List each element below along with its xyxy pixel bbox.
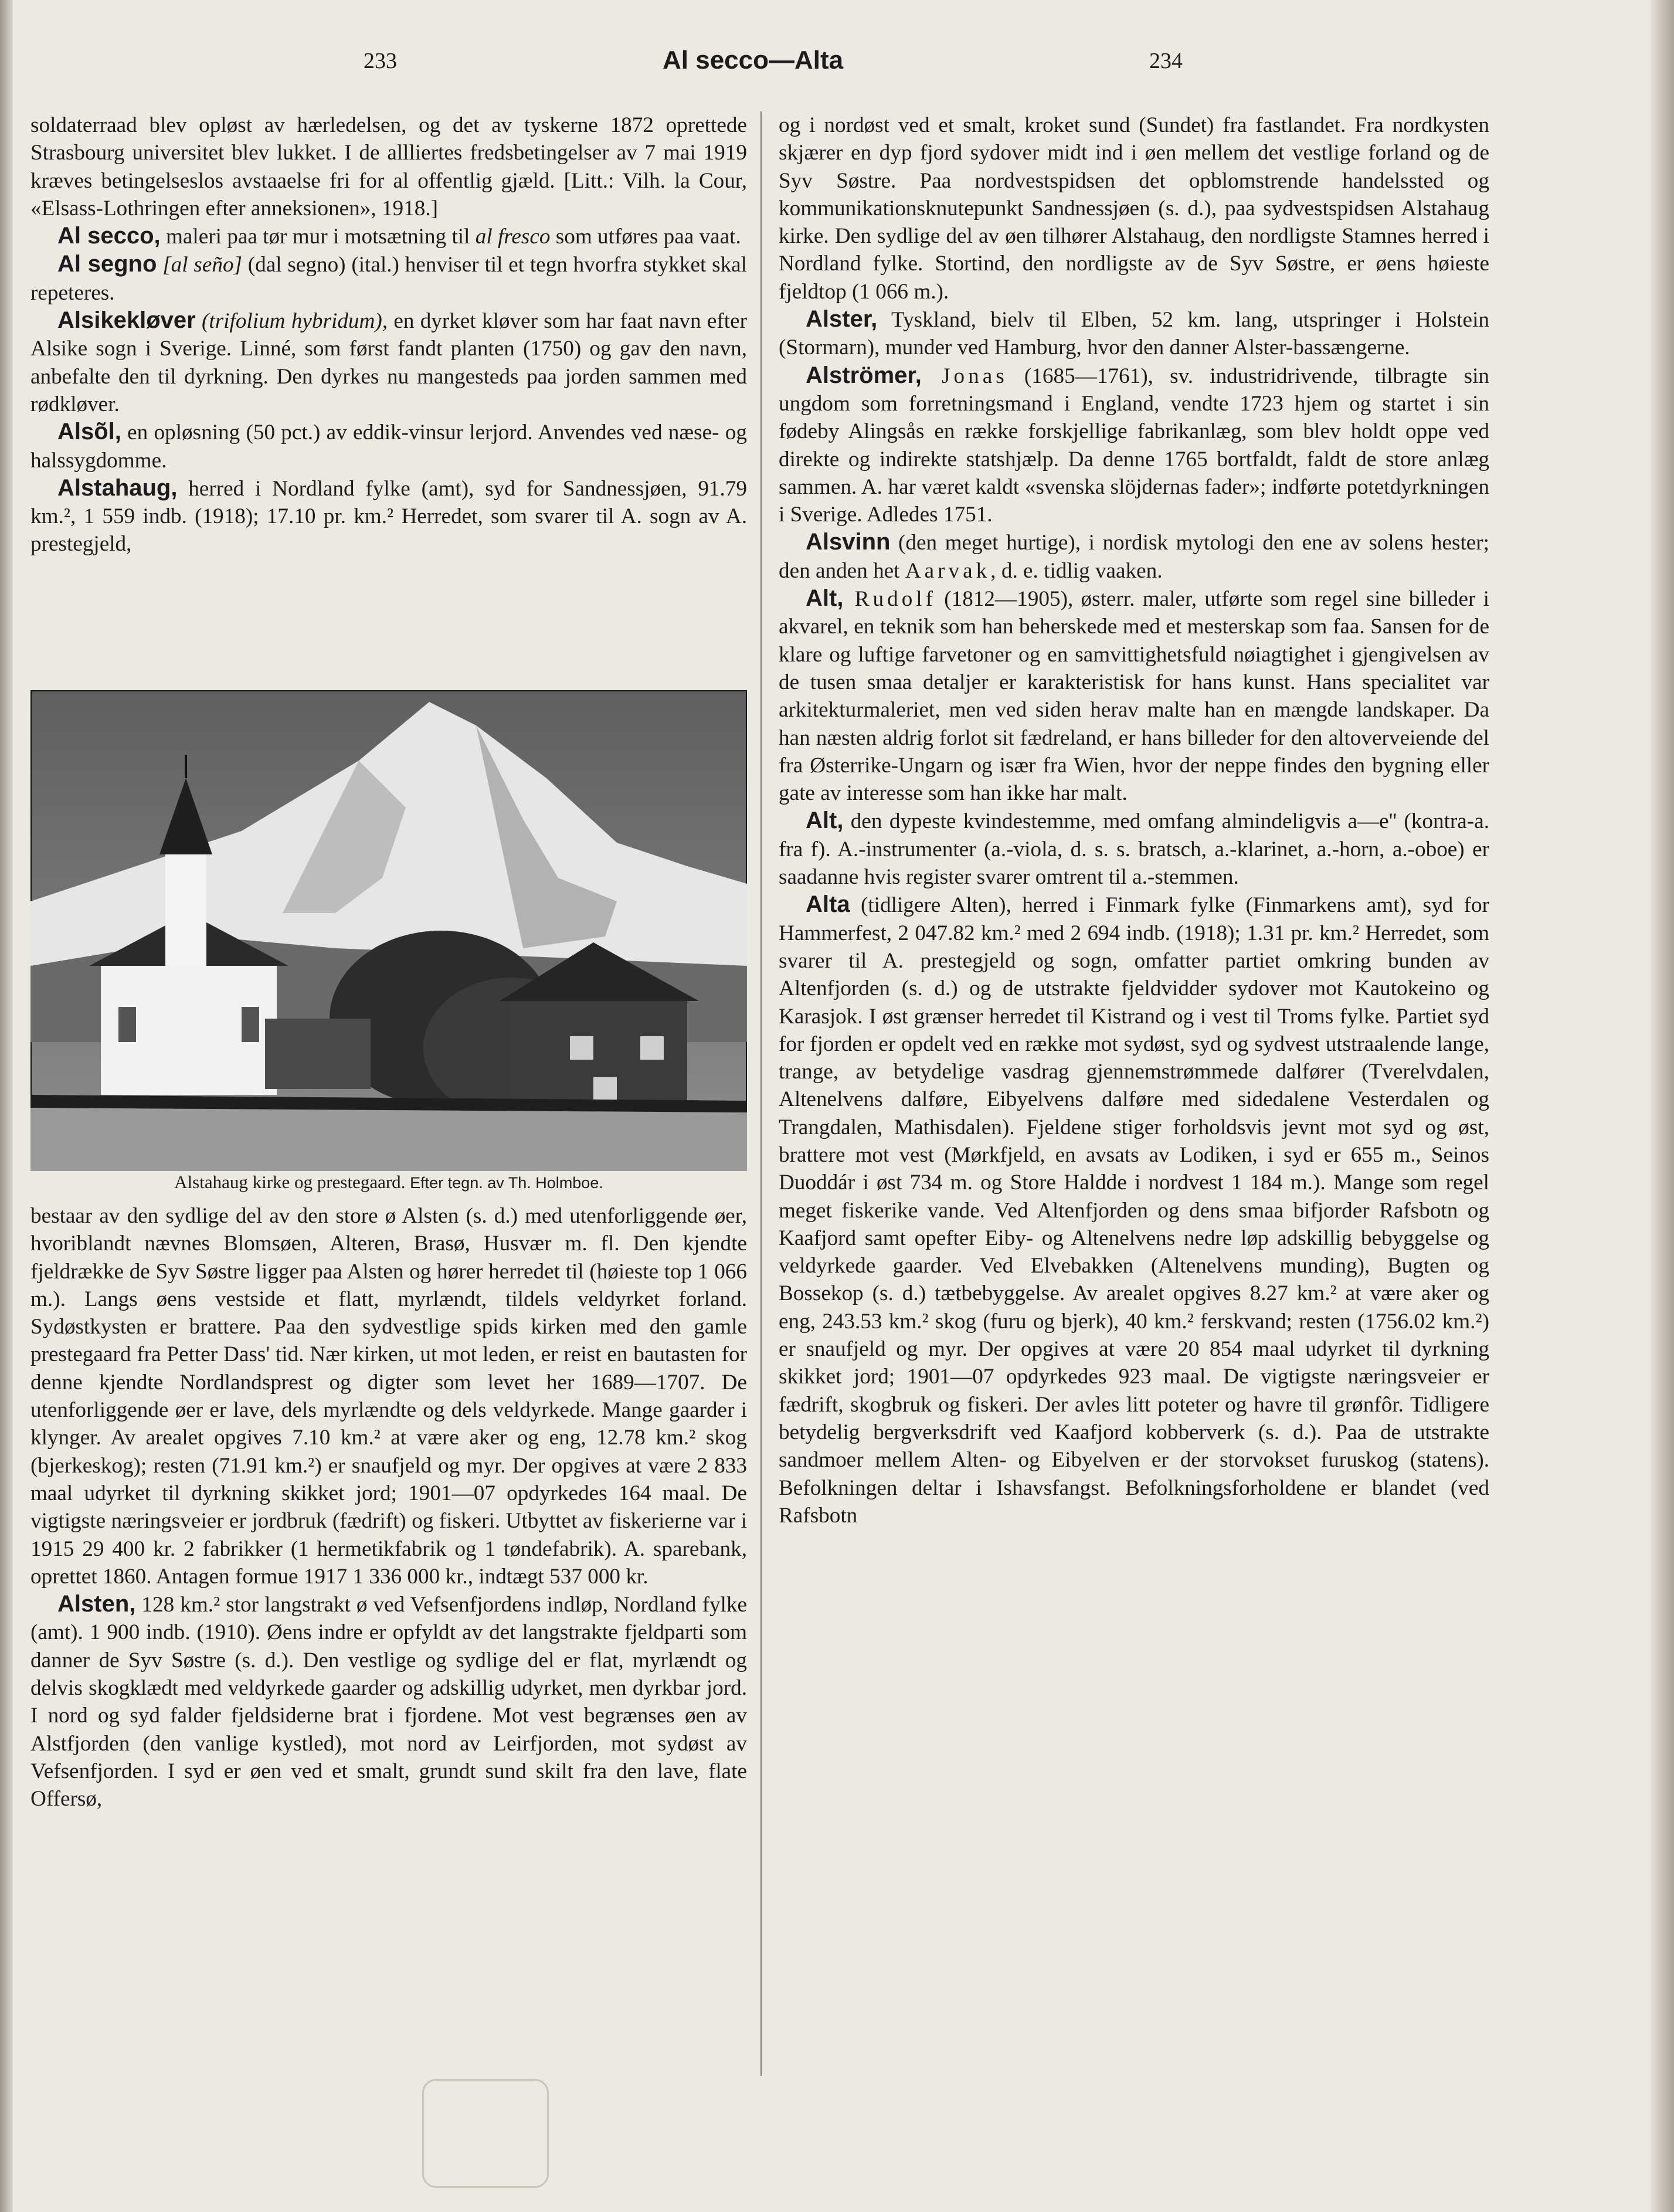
entry-text: (dal segno) (ital.) henviser til et tegn hvorfra stykket skal repeteres. [30,253,748,305]
entry-alta [779,891,1489,1529]
page-edge-left [0,0,13,2212]
alstahaug-continued: bestaar av den sydlige del av den store ø Alsten (s. d.) med utenforliggende øer, hvoriblandt nævnes Blomsøen, Alteren, Brasø, Husvær m. fl. Den kjendte fjeldrække de Syv Søstre ligger paa Alsten og hører herredet til (høieste top 1 066 m.). Langs øens vestside et flatt, myrlændt, tildels veldyrket forland. Sydøstkysten er brattere. Paa den sydvestlige spids kirken med den gamle prestegaard fra Petter Dass' tid. Nær kirken, ut mot leden, er reist en bautasten for denne kjendte Nordlandsprest og digter som levet her 1689—1707. De utenforliggende øer er lave, dels myrlændte og dels veldyrkede. Mange gaarder i klynger. Av arealet opgives 7.10 km.² at være aker og eng, 12.78 km.² skog (bjerkeskog); resten (71.91 km.²) er snaufjeld og myr. Der opgives at være 2 833 maal udyrket til dyrkning skikket jord; 1901—07 opdyrkedes 164 maal. De vigtigste næringsveier er jordbruk (fædrift) og fiskeri. Utbyttet av fiskerierne var i 1915 29 400 kr. 2 fabrikker (1 hermetikfabrik og 1 tøndefabrik). A. sparebank, oprettet 1860. Antagen formue 1917 1 336 000 kr., indtægt 537 000 kr. [30,1204,747,1589]
left-column-bottom [30,1202,747,1813]
entry-text: herred i Nordland fylke (amt), syd for Sandnessjøen, 91.79 km.², 1 559 indb. (1918); 17.10 pr. km.² Herredet, som svarer til A. sogn av A. prestegjeld, [30,476,747,557]
page-edge-right [1651,0,1674,2212]
headword: Alströmer, [806,362,922,388]
entry-alstromer [779,362,1489,529]
headword: Alsikekløver [57,307,196,334]
entry-text: (1685—1761), sv. industridrivende, tilbragte sin ungdom som forretningsmand i England, vendte 1723 hjem og startet i sin fødeby Alingsås en række forskjellige fabrikanlæg, som blev holdt oppe ved direkte og indirekte statshjælp. Da denne 1765 bortfaldt, faldt de store anlæg sammen. A. har været kaldt «svenska slöjdernas fader»; indførte potetdyrkningen i Sverige. Adledes 1751. [779,364,1489,527]
illustration-alstahaug [30,690,747,1171]
entry-alt-rudolf [779,585,1489,807]
entry-alt [779,807,1489,891]
entry-alsvinn [779,528,1489,585]
headword: Al secco, [57,223,161,249]
entry-alster [779,306,1489,362]
person-name: Jonas [921,364,1008,388]
headword: Al segno [57,251,157,277]
scan-smudge [422,2079,549,2188]
entry-alsol [30,418,747,474]
entry-al-secco [30,222,747,250]
headword: Alt, [806,585,844,612]
caption-credit: Efter tegn. av Th. Holmboe. [410,1174,603,1192]
entry-text: maleri paa tør mur i motsætning til [160,225,476,249]
running-title: Al secco—Alta [663,46,844,74]
headword: Alstahaug, [57,474,178,501]
right-column [779,111,1489,1529]
entry-al-segno [30,250,747,307]
figure-caption [30,1172,747,1193]
column-rule [760,111,762,2076]
entry-italic: al fresco [475,225,551,249]
caption-text: Alstahaug kirke og prestegaard. [174,1172,406,1192]
entry-text: den dypeste kvindestemme, med omfang almindeligvis a—e'' (kontra-a. fra f). A.-instrumenter (a.-viola, d. s. s. bratsch, a.-klarinet, a.-horn, a.-oboe) er saadanne hvis register svarer omtrent til a.-stemmen. [779,809,1489,890]
headword: Alta [806,891,850,918]
entry-text: som utføres paa vaat. [550,225,741,249]
headword: Alster, [806,306,878,333]
entry-text: (den meget hurtige), i nordisk mytologi den ene av solens hester; den anden het [779,531,1489,583]
left-column-top [30,111,747,558]
page-number-left: 233 [364,49,397,73]
entry-italic: (trifolium hybridum), [195,309,388,334]
church-landscape-image [30,690,747,1171]
continued-paragraph: soldaterraad blev opløst av hærledelsen, og det av tyskerne 1872 oprettede Strasbourg universitet blev lukket. I de allliertes fredsbetingelser av 7 mai 1919 kræves betingelseslos avstaaelse fri for al offentlig gjæld. [Litt.: Vilh. la Cour, «Elsass-Lothringen efter anneksionen», 1918.] [30,113,747,220]
entry-text: , d. e. tidlig vaaken. [990,558,1163,583]
headword: Alt, [806,808,844,834]
entry-text: Tyskland, bielv til Elben, 52 km. lang, utspringer i Holstein (Stormarn), munder ved Hamburg, hvor den danner Alster-bassængerne. [779,308,1489,360]
spaced-name: Aarvak [905,558,991,583]
page-header [35,48,1642,83]
person-name: Rudolf [843,587,936,612]
entry-alsikeklover [30,307,747,418]
headword: Alsten, [57,1591,136,1617]
entry-text: en dyrket kløver som har faat navn efter Alsike sogn i Sverige. Linné, som først fandt planten (1750) og gav den navn, anbefalte den til dyrkning. Den dyrkes nu mangesteds paa jorden sammen med rødkløver. [30,309,747,416]
headword: Alsõl, [57,419,121,445]
alsten-continued: og i nordøst ved et smalt, kroket sund (Sundet) fra fastlandet. Fra nordkysten skjærer en dyp fjord sydover midt ind i øen mellem det vestlige forland og de Syv Søstre. Paa nordvestspidsen det opblomstrende handelssted og kommunikationsknutepunkt Sandnessjøen (s. d.), paa sydvestspidsen Alstahaug kirke. Den sydlige del av øen tilhører Alstahaug, den nordligste Stamnes herred i Nordland fylke. Stortind, den nordligste av de Syv Søstre, er øens høieste fjeldtop (1 066 m.). [779,113,1489,304]
entry-text: (1812—1905), østerr. maler, utførte som regel sine billeder i akvarel, en teknik som han beherskede med et mesterskap som faa. Sansen for de klare og luftige farvetoner og en samvittighetsfuld nøiagtighet i gjengivelsen av de tusen smaa detaljer er karakteristisk for hans kunst. Hans specialitet var arkitekturmaleriet, men ved siden herav malte han en mængde landskaper. Da han næsten aldrig forlot sit fædreland, er hans billeder for den altoverveiende del fra Østerrike-Ungarn og især fra Wien, hvor der neppe findes den bygning eller gate av interesse som han ikke har malt. [779,587,1489,806]
entry-text: (tidligere Alten), herred i Finmark fylke (Finmarkens amt), syd for Hammerfest, 2 047.82 km.² med 2 694 indb. (1918); 1.31 pr. km.² Herredet, som svarer til A. prestegjeld og sogn, omfatter partiet omkring bunden av Altenfjorden (s. d.) og de utstrakte fjeldvidder sydover mot Kautokeino og Karasjok. I øst grænser herredet til Kistrand og i vest til Troms fylke. Partiet syd for fjorden er opdelt ved en række mot sydøst, syd og sydvest utstraalende lange, trange, av betydelige vasdrag gjennemstrømmede dalfører (Tverelvdalen, Altenelvens dalføre, Eibyelvens dalføre med sidedalene Vesterdalen og Trangdalen, Mathisdalen). Fjeldene stiger forholdsvis jevnt mot syd og øst, brattere mot vest (Mørkfjeld, en avsats av Lodiken, i syd er 655 m., Seinos Duoddár i øst 734 m. og Store Haldde i nordvest 1 184 m.). Mange som regel meget fiskerike vande. Ved Altenfjorden og dens smaa bifjorder Rafsbotn og Kaafjord samt opefter Eiby- og Altenelvens nedre løp adskillig bebyggelse og veldyrkede gaarder. Ved Elvebakken (Altenelvens munding), Bugten og Bossekop (s. d.) tætbebyggelse. Av arealet opgives 8.27 km.² at være aker og eng, 243.53 km.² skog (furu og bjerk), 40 km.² ferskvand; resten (1756.02 km.²) er snaufjeld og myr. Der opgives at være 20 854 maal udyrket til dyrkning skikket jord; 1901—07 opdyrkedes 923 maal. De vigtigste næringsveier er fædrift, skogbruk og fiskeri. Der avles litt poteter og havre til grønfôr. Tidligere betydelig bergverksdrift ved Kaafjord kobberverk (s. d.). Paa de utstrakte sandmoer mellem Alten- og Eibyelven er der storvokset furuskog (statens). Befolkningen deltar i Ishavsfangst. Befolkningsforholdene er blandet (ved Rafsbotn [779,893,1489,1528]
headword: Alsvinn [806,529,891,555]
entry-text: en opløsning (50 pct.) av eddik-vinsur lerjord. Anvendes ved næse- og halssygdomme. [30,420,747,473]
page-number-right: 234 [1149,49,1183,73]
entry-alsten [30,1590,747,1813]
entry-italic: [al seño] [157,253,243,277]
entry-alstahaug [30,474,747,558]
entry-text: 128 km.² stor langstrakt ø ved Vefsenfjordens indløp, Nordland fylke (amt). 1 900 indb. (1910). Øens indre er opfyldt av det langstrakte fjeldparti som danner de Syv Søstre (s. d.). Den vestlige og sydlige del er flat, myrlændt og delvis skogklædt med veldyrkede gaarder og adskillig udyrket, men dyrkbar jord. I nord og syd falder fjeldsiderne brat i fjordene. Mot vest begrænses øen av Alstfjorden (den vanlige kystled), mot nord av Leirfjorden, mot sydøst av Vefsenfjorden. I syd er øen ved et smalt, grundt sund skilt fra den lave, flate Offersø, [30,1593,747,1811]
